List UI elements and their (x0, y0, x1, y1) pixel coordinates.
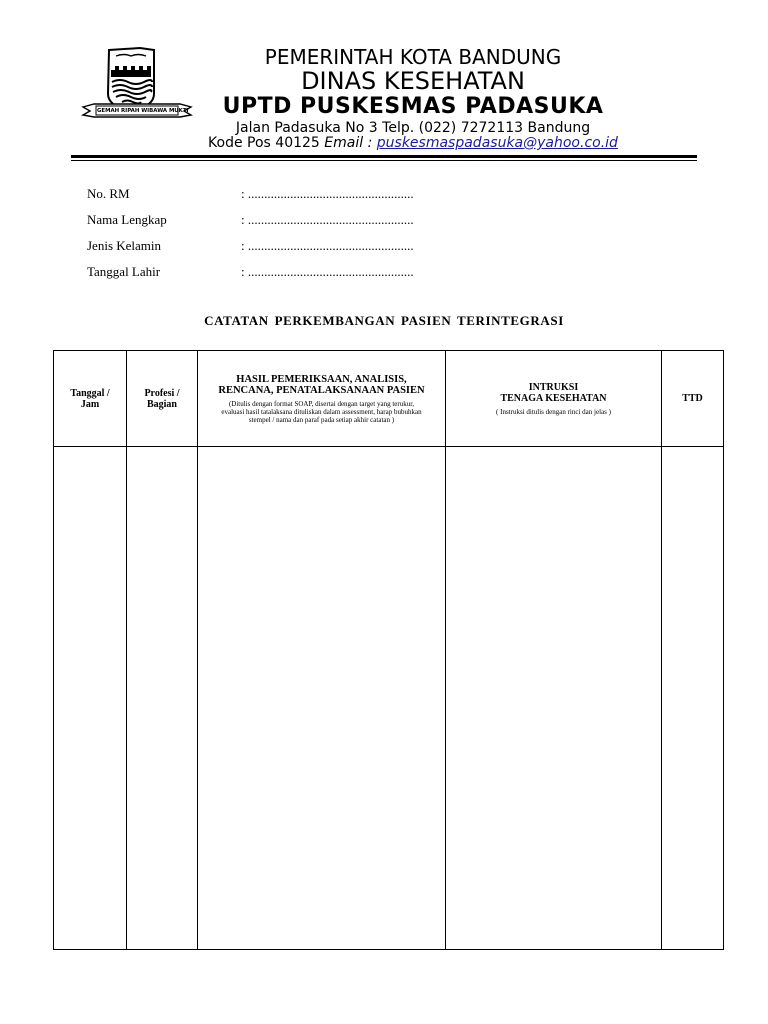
header-profesi-bagian (127, 351, 197, 446)
header-hasil-pemeriksaan (198, 351, 445, 446)
header-tanggal-jam (54, 351, 126, 446)
header-text: Jam (80, 398, 100, 410)
note-line: evaluasi hasil tatalaksana dituliskan dalam assessment, harap bubuhkan (221, 407, 422, 416)
header-government: PEMERINTAH KOTA BANDUNG (264, 45, 562, 69)
header-ttd (662, 351, 723, 446)
email-link[interactable]: puskesmaspadasuka@yahoo.co.id (376, 135, 618, 151)
header-text: RENCANA, PENATALAKSANAAN PASIEN (218, 384, 425, 396)
field-no-rm (87, 186, 687, 212)
form-title: CATATAN PERKEMBANGAN PASIEN TERINTEGRASI (204, 313, 564, 328)
header-address: Jalan Padasuka No 3 Telp. (022) 7272113 Bandung (235, 120, 591, 136)
field-value[interactable]: : ................................................... (241, 264, 414, 279)
header-text: Bagian (146, 398, 177, 410)
field-tanggal-lahir (87, 264, 687, 290)
notes-entry-area[interactable] (54, 447, 723, 949)
postal-code: Kode Pos 40125 (208, 135, 320, 151)
header-department: DINAS KESEHATAN (301, 67, 525, 95)
header-text: INTRUKSI (528, 381, 579, 393)
patient-fields (87, 186, 687, 290)
field-label: Jenis Kelamin (87, 238, 162, 253)
header-text: Tanggal / (70, 387, 110, 399)
field-label: No. RM (87, 186, 130, 201)
header-text: TTD (682, 393, 703, 404)
header-rule-thin (71, 160, 697, 161)
header-text: Profesi / (144, 387, 180, 399)
field-value[interactable]: : ................................................... (241, 212, 414, 227)
field-label: Nama Lengkap (87, 212, 167, 227)
field-nama-lengkap (87, 212, 687, 238)
field-value[interactable]: : ................................................... (241, 186, 414, 201)
field-jenis-kelamin (87, 238, 687, 264)
header-note (221, 400, 421, 424)
header-text: TENAGA KESEHATAN (500, 392, 607, 404)
note-line: (Ditulis dengan format SOAP, disertai dengan target yang terukur, (228, 399, 415, 408)
header-instruksi (446, 351, 661, 446)
field-value[interactable]: : ................................................... (241, 238, 414, 253)
header-rule-thick (71, 155, 697, 158)
email-label: Email : (324, 135, 373, 151)
field-label: Tanggal Lahir (87, 264, 161, 279)
header-note: ( Instruksi ditulis dengan rinci dan jelas ) (496, 407, 611, 416)
header-text: HASIL PEMERIKSAAN, ANALISIS, (236, 373, 407, 385)
note-line: stempel / nama dan paraf pada setiap akhir catatan ) (248, 415, 395, 424)
logo-motto-text: GEMAH RIPAH WIBAWA MUKTI (97, 108, 189, 114)
header-puskesmas: UPTD PUSKESMAS PADASUKA (222, 94, 604, 119)
progress-notes-table (53, 350, 724, 950)
header-contact (190, 135, 636, 151)
